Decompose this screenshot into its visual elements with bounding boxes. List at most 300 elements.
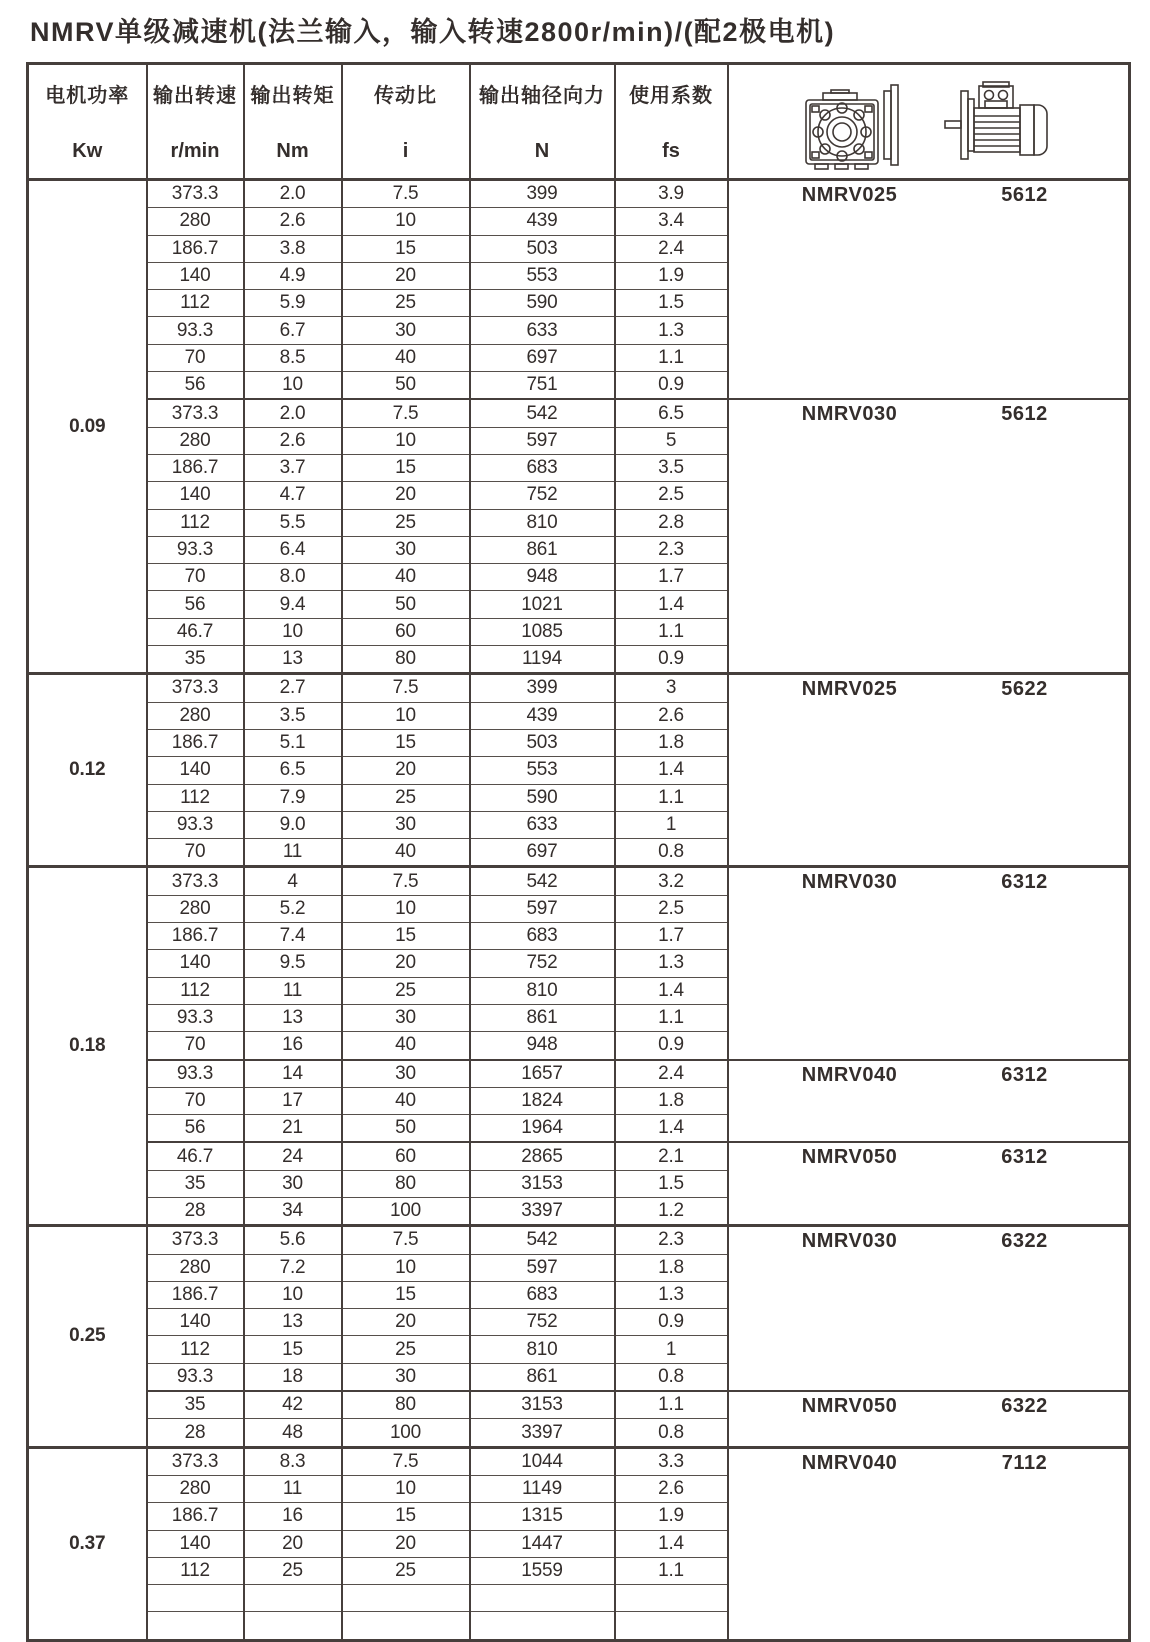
table-cell: 25 [244, 1557, 342, 1584]
spec-table [26, 62, 1131, 1642]
table-cell: 1.8 [615, 729, 728, 756]
model-cell [728, 1060, 1130, 1143]
table-cell: 48 [244, 1419, 342, 1447]
reducer-model: NMRV030 [801, 871, 898, 894]
table-cell: 861 [470, 536, 615, 563]
table-cell: 1.1 [615, 618, 728, 645]
header-label: 输出转矩 [250, 85, 335, 107]
table-cell: 80 [342, 1391, 470, 1419]
table-cell: 5 [615, 427, 728, 454]
table-cell: 1964 [470, 1115, 615, 1143]
table-cell: 3.7 [244, 454, 342, 481]
table-cell: 3.4 [615, 208, 728, 235]
table-cell: 16 [244, 1032, 342, 1060]
table-cell: 8.3 [244, 1447, 342, 1475]
table-cell: 1021 [470, 591, 615, 618]
table-header [28, 64, 1130, 180]
table-cell: 1.4 [615, 977, 728, 1004]
table-row [28, 1226, 1130, 1254]
table-cell: 7.4 [244, 923, 342, 950]
table-cell: 46.7 [147, 1142, 244, 1170]
table-cell: 373.3 [147, 1447, 244, 1475]
table-cell: 16 [244, 1503, 342, 1530]
motor-frame-code: 6312 [1001, 871, 1048, 894]
table-cell: 40 [342, 839, 470, 867]
table-cell: 9.5 [244, 950, 342, 977]
table-cell: 4.7 [244, 482, 342, 509]
table-cell: 697 [470, 839, 615, 867]
header-motor-power [28, 64, 147, 180]
table-cell: 15 [342, 923, 470, 950]
table-cell: 7.2 [244, 1254, 342, 1281]
reducer-model: NMRV025 [801, 678, 898, 701]
motor-power-cell: 0.12 [28, 674, 147, 867]
table-cell: 6.5 [615, 399, 728, 427]
table-cell: 25 [342, 1557, 470, 1584]
table-cell: 112 [147, 509, 244, 536]
table-cell: 3153 [470, 1170, 615, 1197]
table-cell: 697 [470, 344, 615, 371]
motor-power-cell: 0.09 [28, 180, 147, 674]
table-cell: 11 [244, 977, 342, 1004]
table-cell: 17 [244, 1087, 342, 1114]
table-cell: 93.3 [147, 317, 244, 344]
table-cell: 0.8 [615, 839, 728, 867]
header-row [28, 64, 1130, 180]
table-cell: 1.3 [615, 317, 728, 344]
table-cell: 683 [470, 454, 615, 481]
table-cell: 597 [470, 1254, 615, 1281]
table-cell: 1.5 [615, 1170, 728, 1197]
table-cell [470, 1612, 615, 1640]
table-cell: 5.2 [244, 895, 342, 922]
table-cell: 2865 [470, 1142, 615, 1170]
table-cell: 15 [342, 1503, 470, 1530]
table-cell: 93.3 [147, 1004, 244, 1031]
table-cell: 752 [470, 950, 615, 977]
table-cell: 140 [147, 1530, 244, 1557]
table-cell [147, 1585, 244, 1612]
table-cell: 56 [147, 591, 244, 618]
table-cell: 1.7 [615, 923, 728, 950]
table-cell: 25 [342, 509, 470, 536]
reducer-model: NMRV050 [801, 1395, 898, 1418]
table-cell: 752 [470, 482, 615, 509]
motor-frame-code: 5612 [1001, 403, 1048, 426]
table-cell: 2.0 [244, 399, 342, 427]
table-cell: 280 [147, 702, 244, 729]
table-cell: 2.3 [615, 1226, 728, 1254]
table-cell: 20 [342, 1309, 470, 1336]
table-cell: 0.9 [615, 1309, 728, 1336]
table-row [28, 867, 1130, 895]
table-cell: 542 [470, 867, 615, 895]
table-cell: 7.9 [244, 784, 342, 811]
header-label: 输出轴径向力 [479, 85, 605, 107]
worm-gearbox-front-icon [787, 80, 913, 170]
table-cell: 10 [244, 1281, 342, 1308]
table-cell: 13 [244, 1004, 342, 1031]
table-cell: 112 [147, 977, 244, 1004]
table-cell: 140 [147, 262, 244, 289]
table-cell: 15 [342, 235, 470, 262]
table-cell: 5.9 [244, 290, 342, 317]
table-cell: 810 [470, 1336, 615, 1363]
table-cell: 35 [147, 1391, 244, 1419]
table-row [28, 1060, 1130, 1088]
table-cell: 3153 [470, 1391, 615, 1419]
table-cell: 3397 [470, 1197, 615, 1225]
table-cell: 3.9 [615, 180, 728, 208]
table-cell: 46.7 [147, 618, 244, 645]
table-cell: 1.4 [615, 757, 728, 784]
table-cell: 8.0 [244, 564, 342, 591]
table-cell: 1315 [470, 1503, 615, 1530]
table-cell: 80 [342, 646, 470, 674]
table-cell: 280 [147, 895, 244, 922]
table-cell: 373.3 [147, 180, 244, 208]
table-cell: 399 [470, 180, 615, 208]
table-cell: 70 [147, 344, 244, 371]
table-cell: 373.3 [147, 1226, 244, 1254]
table-cell: 25 [342, 290, 470, 317]
table-cell: 186.7 [147, 235, 244, 262]
table-cell: 56 [147, 1115, 244, 1143]
table-cell: 2.1 [615, 1142, 728, 1170]
table-cell: 3.2 [615, 867, 728, 895]
header-unit: i [402, 140, 409, 162]
table-cell [147, 1612, 244, 1640]
table-cell: 18 [244, 1363, 342, 1391]
table-cell: 948 [470, 1032, 615, 1060]
table-cell: 1.9 [615, 262, 728, 289]
table-cell: 10 [342, 208, 470, 235]
table-cell: 280 [147, 1475, 244, 1502]
table-cell: 597 [470, 895, 615, 922]
table-cell: 28 [147, 1419, 244, 1447]
table-cell: 1085 [470, 618, 615, 645]
header-label: 使用系数 [629, 85, 713, 107]
table-cell: 140 [147, 757, 244, 784]
table-cell: 70 [147, 1087, 244, 1114]
table-cell: 30 [342, 811, 470, 838]
table-cell: 1447 [470, 1530, 615, 1557]
table-cell: 2.6 [615, 702, 728, 729]
table-cell: 633 [470, 811, 615, 838]
table-cell: 15 [244, 1336, 342, 1363]
model-cell [728, 1447, 1130, 1640]
table-cell: 4.9 [244, 262, 342, 289]
table-cell: 30 [342, 1060, 470, 1088]
table-cell: 2.6 [244, 208, 342, 235]
table-cell: 10 [244, 372, 342, 400]
header-radial-force [470, 64, 615, 180]
table-cell: 752 [470, 1309, 615, 1336]
model-cell [728, 399, 1130, 673]
header-unit: r/min [170, 140, 220, 162]
table-cell: 80 [342, 1170, 470, 1197]
table-cell: 0.9 [615, 646, 728, 674]
table-cell: 399 [470, 674, 615, 702]
table-cell: 810 [470, 977, 615, 1004]
table-cell: 50 [342, 1115, 470, 1143]
table-cell: 810 [470, 509, 615, 536]
table-cell: 34 [244, 1197, 342, 1225]
motor-frame-code: 6312 [1001, 1063, 1048, 1086]
table-cell: 1.4 [615, 1530, 728, 1557]
table-cell: 8.5 [244, 344, 342, 371]
reducer-model: NMRV050 [801, 1146, 898, 1169]
header-unit: Nm [276, 140, 309, 162]
header-label: 传动比 [374, 85, 437, 107]
motor-frame-code: 7112 [1001, 1451, 1048, 1474]
table-cell: 40 [342, 1032, 470, 1060]
header-unit: N [534, 140, 550, 162]
table-cell: 5.5 [244, 509, 342, 536]
table-cell: 439 [470, 208, 615, 235]
motor-power-cell: 0.18 [28, 867, 147, 1226]
table-cell: 24 [244, 1142, 342, 1170]
table-cell: 1.3 [615, 1281, 728, 1308]
table-cell: 1.2 [615, 1197, 728, 1225]
table-cell: 948 [470, 564, 615, 591]
table-cell: 30 [342, 536, 470, 563]
table-cell: 186.7 [147, 454, 244, 481]
motor-power-cell: 0.25 [28, 1226, 147, 1447]
table-cell: 633 [470, 317, 615, 344]
motor-frame-code: 6322 [1001, 1230, 1048, 1253]
table-cell: 3.5 [615, 454, 728, 481]
table-cell: 1.1 [615, 1004, 728, 1031]
table-cell: 2.8 [615, 509, 728, 536]
model-cell [728, 1226, 1130, 1391]
table-cell: 542 [470, 399, 615, 427]
table-cell: 6.7 [244, 317, 342, 344]
header-unit: fs [662, 140, 680, 162]
table-cell: 60 [342, 618, 470, 645]
table-cell: 1657 [470, 1060, 615, 1088]
table-cell: 20 [342, 1530, 470, 1557]
table-cell: 503 [470, 235, 615, 262]
table-cell: 2.5 [615, 482, 728, 509]
table-row [28, 1447, 1130, 1475]
table-cell: 112 [147, 784, 244, 811]
table-cell: 186.7 [147, 1281, 244, 1308]
table-row [28, 674, 1130, 702]
table-cell: 1149 [470, 1475, 615, 1502]
table-cell: 9.4 [244, 591, 342, 618]
motor-frame-code: 6312 [1001, 1146, 1048, 1169]
table-cell [342, 1585, 470, 1612]
table-cell: 30 [342, 1004, 470, 1031]
table-cell: 1.7 [615, 564, 728, 591]
header-unit: Kw [72, 140, 103, 162]
table-cell: 30 [244, 1170, 342, 1197]
header-images [728, 64, 1130, 180]
table-cell: 100 [342, 1197, 470, 1225]
table-cell: 40 [342, 1087, 470, 1114]
table-cell: 1.8 [615, 1087, 728, 1114]
table-row [28, 399, 1130, 427]
model-cell [728, 674, 1130, 867]
table-cell: 2.7 [244, 674, 342, 702]
electric-motor-side-icon [941, 80, 1051, 170]
table-cell: 373.3 [147, 674, 244, 702]
table-cell: 56 [147, 372, 244, 400]
header-label: 电机功率 [45, 85, 130, 107]
table-cell: 140 [147, 1309, 244, 1336]
table-cell: 9.0 [244, 811, 342, 838]
table-cell: 25 [342, 784, 470, 811]
table-cell: 60 [342, 1142, 470, 1170]
table-cell: 7.5 [342, 1447, 470, 1475]
model-cell [728, 1142, 1130, 1225]
table-cell: 590 [470, 784, 615, 811]
header-output-speed [147, 64, 244, 180]
table-cell: 50 [342, 591, 470, 618]
table-cell [615, 1585, 728, 1612]
table-row [28, 1142, 1130, 1170]
table-cell: 35 [147, 1170, 244, 1197]
header-label: 输出转速 [153, 85, 237, 107]
reducer-model: NMRV040 [801, 1451, 898, 1474]
table-cell: 70 [147, 1032, 244, 1060]
table-cell: 1 [615, 811, 728, 838]
reducer-model: NMRV030 [801, 403, 898, 426]
table-cell: 140 [147, 950, 244, 977]
table-cell: 861 [470, 1363, 615, 1391]
table-cell: 683 [470, 1281, 615, 1308]
table-cell: 1.1 [615, 1391, 728, 1419]
table-cell: 28 [147, 1197, 244, 1225]
table-cell: 2.4 [615, 1060, 728, 1088]
table-cell: 439 [470, 702, 615, 729]
table-cell [244, 1585, 342, 1612]
table-cell: 3.3 [615, 1447, 728, 1475]
table-cell: 597 [470, 427, 615, 454]
table-cell: 11 [244, 1475, 342, 1502]
table-cell: 751 [470, 372, 615, 400]
table-cell: 6.5 [244, 757, 342, 784]
table-cell: 7.5 [342, 1226, 470, 1254]
table-cell: 15 [342, 1281, 470, 1308]
table-cell [244, 1612, 342, 1640]
table-cell: 2.6 [615, 1475, 728, 1502]
table-cell: 1044 [470, 1447, 615, 1475]
table-cell: 3 [615, 674, 728, 702]
motor-frame-code: 5612 [1001, 184, 1048, 206]
table-cell: 7.5 [342, 867, 470, 895]
motor-power-cell: 0.37 [28, 1447, 147, 1640]
table-cell: 3397 [470, 1419, 615, 1447]
table-cell: 1.8 [615, 1254, 728, 1281]
table-cell: 0.8 [615, 1363, 728, 1391]
table-cell: 861 [470, 1004, 615, 1031]
table-cell: 1.1 [615, 784, 728, 811]
table-cell: 10 [342, 1254, 470, 1281]
table-cell: 42 [244, 1391, 342, 1419]
table-cell: 3.8 [244, 235, 342, 262]
table-cell: 25 [342, 1336, 470, 1363]
table-cell: 186.7 [147, 1503, 244, 1530]
table-cell: 100 [342, 1419, 470, 1447]
table-cell: 20 [342, 757, 470, 784]
table-cell: 1.4 [615, 591, 728, 618]
table-cell: 1.5 [615, 290, 728, 317]
table-row [28, 1391, 1130, 1419]
table-cell: 20 [244, 1530, 342, 1557]
table-cell: 7.5 [342, 674, 470, 702]
table-cell: 13 [244, 646, 342, 674]
table-cell: 10 [244, 618, 342, 645]
table-cell: 93.3 [147, 1060, 244, 1088]
table-cell: 590 [470, 290, 615, 317]
table-cell: 553 [470, 262, 615, 289]
table-cell: 10 [342, 895, 470, 922]
table-cell: 10 [342, 1475, 470, 1502]
table-cell: 373.3 [147, 867, 244, 895]
table-cell: 6.4 [244, 536, 342, 563]
table-cell: 2.3 [615, 536, 728, 563]
motor-frame-code: 5622 [1001, 678, 1048, 701]
table-cell: 20 [342, 950, 470, 977]
table-cell: 2.6 [244, 427, 342, 454]
table-cell: 503 [470, 729, 615, 756]
reducer-model: NMRV030 [801, 1230, 898, 1253]
table-cell: 93.3 [147, 536, 244, 563]
table-cell: 1559 [470, 1557, 615, 1584]
table-cell: 0.8 [615, 1419, 728, 1447]
table-cell: 2.0 [244, 180, 342, 208]
table-cell: 70 [147, 564, 244, 591]
table-cell: 30 [342, 317, 470, 344]
table-cell: 1.4 [615, 1115, 728, 1143]
table-cell: 5.1 [244, 729, 342, 756]
reducer-model: NMRV040 [801, 1063, 898, 1086]
table-body [28, 180, 1130, 1641]
table-cell: 0.9 [615, 372, 728, 400]
table-cell: 553 [470, 757, 615, 784]
table-cell: 30 [342, 1363, 470, 1391]
table-cell [342, 1612, 470, 1640]
table-cell: 7.5 [342, 180, 470, 208]
table-cell: 1.3 [615, 950, 728, 977]
table-cell: 1.1 [615, 1557, 728, 1584]
table-cell: 2.5 [615, 895, 728, 922]
table-cell: 112 [147, 1557, 244, 1584]
table-cell: 21 [244, 1115, 342, 1143]
table-cell: 280 [147, 427, 244, 454]
table-cell: 373.3 [147, 399, 244, 427]
table-cell: 280 [147, 208, 244, 235]
table-cell: 11 [244, 839, 342, 867]
table-cell: 14 [244, 1060, 342, 1088]
table-cell: 683 [470, 923, 615, 950]
table-cell: 20 [342, 482, 470, 509]
model-cell [728, 180, 1130, 400]
table-cell: 5.6 [244, 1226, 342, 1254]
table-cell: 13 [244, 1309, 342, 1336]
table-cell: 93.3 [147, 811, 244, 838]
table-cell: 35 [147, 646, 244, 674]
table-cell: 15 [342, 454, 470, 481]
table-cell: 20 [342, 262, 470, 289]
page-title: NMRV单级减速机(法兰输入，输入转速2800r/min)/(配2极电机) [30, 17, 836, 47]
table-cell: 112 [147, 1336, 244, 1363]
table-cell: 40 [342, 564, 470, 591]
table-cell: 542 [470, 1226, 615, 1254]
table-cell: 15 [342, 729, 470, 756]
